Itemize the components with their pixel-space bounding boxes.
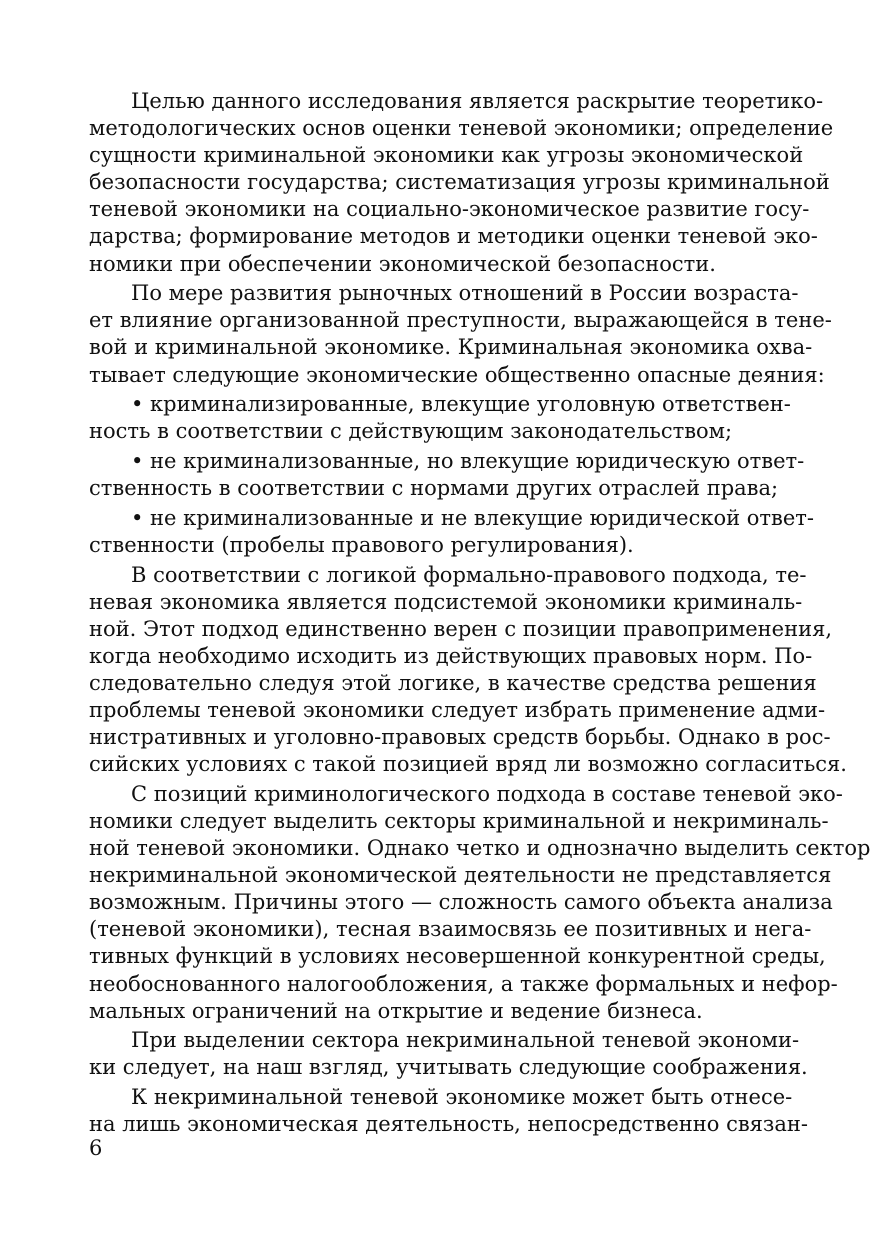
text-line: сущности криминальной экономики как угрозы экономической	[89, 143, 804, 168]
paragraph	[89, 391, 791, 445]
text-line: теневой экономики на социально-экономическое развитие госу-	[89, 197, 810, 222]
text-line: тивных функций в условиях несовершенной конкурентной среды,	[89, 944, 826, 969]
text-line: на лишь экономическая деятельность, непосредственно связан-	[89, 1112, 808, 1137]
text-line: номики следует выделить секторы криминальной и некриминаль-	[89, 809, 829, 833]
page-number: 6	[89, 1136, 103, 1160]
text-line: С позиций криминологического подхода в составе теневой эко-	[131, 781, 843, 806]
text-line: ной. Этот подход единственно верен с позиции правоприменения,	[89, 616, 833, 641]
text-line: возможным. Причины этого — сложность самого объекта анализа	[89, 890, 833, 915]
paragraph	[89, 1084, 808, 1138]
text-line: безопасности государства; систематизация угрозы криминальной	[89, 170, 830, 195]
text-line: ной теневой экономики. Однако четко и однозначно выделить сектор	[89, 836, 871, 861]
text-line: дарства; формирование методов и методики оценки теневой эко-	[89, 224, 818, 249]
text-line: К некриминальной теневой экономике может быть отнесе-	[131, 1085, 793, 1110]
text-line: необоснованного налогообложения, а также формальных и нефор-	[89, 971, 838, 996]
text-line: невая экономика является подсистемой экономики криминаль-	[89, 589, 803, 614]
paragraph	[89, 505, 815, 559]
paragraph	[89, 562, 847, 779]
text-line: следовательно следуя этой логике, в качестве средства решения	[89, 670, 817, 695]
text-line: тывает следующие экономические общественно опасные деяния:	[89, 362, 825, 387]
text-line: • криминализированные, влекущие уголовную ответствен-	[131, 392, 791, 417]
paragraph	[89, 1027, 808, 1081]
text-line: проблемы теневой экономики следует избрать применение адми-	[89, 698, 826, 723]
text-line: (теневой экономики), тесная взаимосвязь ее позитивных и нега-	[89, 917, 812, 942]
text-line: ет влияние организованной преступности, выражающейся в тене-	[89, 308, 832, 333]
text-line: некриминальной экономической деятельности не представляется	[89, 863, 832, 888]
paragraph	[89, 280, 832, 388]
text-line: когда необходимо исходить из действующих правовых норм. По-	[89, 643, 813, 668]
text-line: Целью данного исследования является раскрытие теоретико-	[131, 89, 824, 113]
text-line: По мере развития рыночных отношений в России возраста-	[131, 281, 799, 306]
paragraph	[89, 88, 834, 278]
paragraph	[89, 781, 871, 1025]
text-line: методологических основ оценки теневой экономики; определение	[89, 116, 834, 141]
text-line: ственность в соответствии с нормами других отраслей права;	[89, 476, 779, 501]
text-line: • не криминализованные, но влекущие юридическую ответ-	[131, 449, 805, 473]
text-line: вой и криминальной экономике. Криминальная экономика охва-	[89, 335, 813, 360]
document-body	[89, 88, 871, 1138]
text-line: номики при обеспечении экономической безопасности.	[89, 251, 716, 276]
text-line: ки следует, на наш взгляд, учитывать следующие соображения.	[89, 1055, 808, 1080]
text-line: мальных ограничений на открытие и ведение бизнеса.	[89, 998, 703, 1023]
text-line: нистративных и уголовно-правовых средств борьбы. Однако в рос-	[89, 725, 831, 750]
text-line: сийских условиях с такой позицией вряд ли возможно согласиться.	[89, 752, 847, 777]
text-line: ственности (пробелы правового регулирования).	[89, 532, 634, 557]
text-line: При выделении сектора некриминальной теневой экономи-	[131, 1028, 800, 1053]
text-line: • не криминализованные и не влекущие юридической ответ-	[131, 505, 815, 530]
paragraph	[89, 448, 805, 502]
text-line: В соответствии с логикой формально-правового подхода, те-	[131, 562, 807, 587]
text-line: ность в соответствии с действующим законодательством;	[89, 419, 733, 444]
